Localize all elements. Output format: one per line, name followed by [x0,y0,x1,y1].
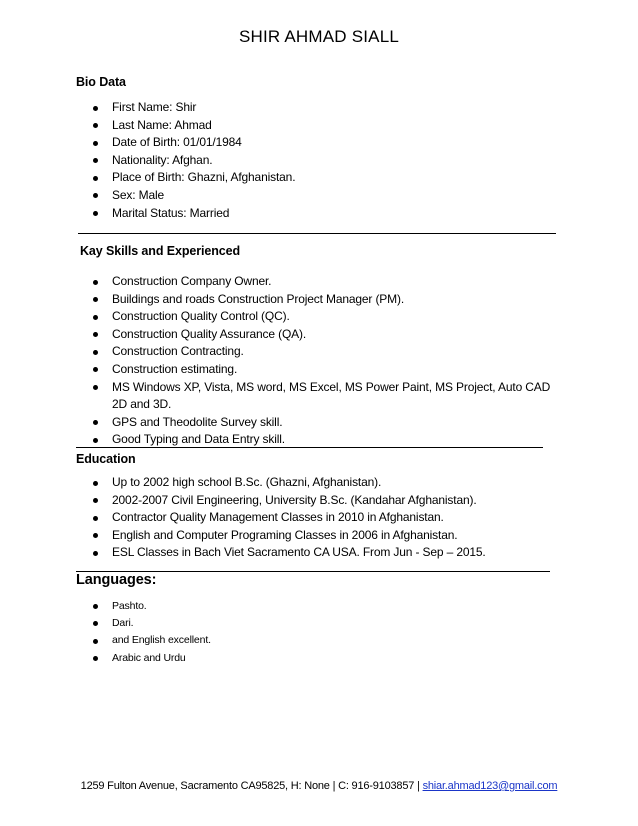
footer-address-phone: 1259 Fulton Avenue, Sacramento CA95825, H: None | C: 916-9103857 | [80,780,423,792]
list-item: Marital Status: Married [93,205,563,223]
bio-data-heading: Bio Data [76,75,126,89]
education-heading: Education [76,452,136,466]
list-item: Construction Quality Control (QC). [93,308,563,326]
list-item: Up to 2002 high school B.Sc. (Ghazni, Afghanistan). [93,474,563,492]
list-item: GPS and Theodolite Survey skill. [93,414,563,432]
list-item: Nationality: Afghan. [93,152,563,170]
list-item: Pashto. [93,598,563,615]
list-item: Construction Company Owner. [93,273,563,291]
list-item: Place of Birth: Ghazni, Afghanistan. [93,169,563,187]
section-divider [78,233,556,234]
list-item: Last Name: Ahmad [93,117,563,135]
education-list [93,474,563,562]
list-item: Construction Quality Assurance (QA). [93,326,563,344]
key-skills-heading: Kay Skills and Experienced [80,244,240,258]
list-item: English and Computer Programing Classes in 2006 in Afghanistan. [93,527,563,545]
list-item: First Name: Shir [93,99,563,117]
languages-heading: Languages: [76,572,157,588]
list-item: Sex: Male [93,187,563,205]
footer-contact [0,780,638,792]
bio-data-list [93,99,563,222]
list-item: Arabic and Urdu [93,650,563,667]
list-item: Construction Contracting. [93,343,563,361]
list-item: Buildings and roads Construction Project Manager (PM). [93,291,563,309]
key-skills-list [93,273,563,449]
email-link[interactable]: shiar.ahmad123@gmail.com [422,780,558,792]
languages-list [93,598,563,667]
list-item: Dari. [93,615,563,632]
list-item: Contractor Quality Management Classes in 2010 in Afghanistan. [93,509,563,527]
section-divider [76,447,543,448]
list-item: Construction estimating. [93,361,563,379]
list-item: Date of Birth: 01/01/1984 [93,134,563,152]
list-item: and English excellent. [93,632,563,649]
resume-name-title: SHIR AHMAD SIALL [238,27,400,46]
list-item: MS Windows XP, Vista, MS word, MS Excel, MS Power Paint, MS Project, Auto CAD 2D and 3D. [93,379,563,414]
list-item: ESL Classes in Bach Viet Sacramento CA USA. From Jun - Sep – 2015. [93,544,563,562]
list-item: 2002-2007 Civil Engineering, University B.Sc. (Kandahar Afghanistan). [93,492,563,510]
list-item: Good Typing and Data Entry skill. [93,431,563,449]
